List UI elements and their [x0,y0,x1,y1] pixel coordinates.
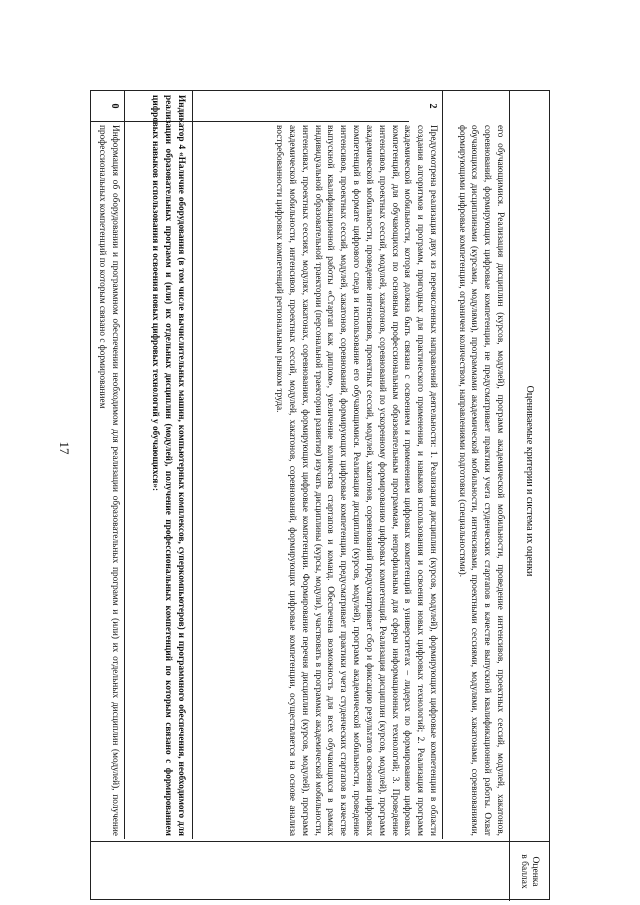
row-score: 0 [109,103,120,109]
row-text: Информация об оборудовании и программном обеспечении необходимом для реализации образовательных программ и (или) их отдельных дисциплин (модулей), получение профессиональных компетенций по которым связано с формированием [97,125,120,836]
page-number: 17 [57,441,72,455]
rotated-page [90,90,550,900]
row-divider [192,91,193,839]
row-text: Предусмотрена реализация двух из перечисленных направлений деятельности: 1. Реализация дисциплин (курсов, модулей), формирующих цифровые компетенции в области создания алгоритмов и программ, пригодных для практического применения, и навыков использования и освоения новых цифровых технологий; 2. Реализация программ академической мобильности, которая должна быть связана с освоением и применением цифровых компетенций в университетах – лидерах по формированию цифровых компетенций, для обучающихся по основным профессиональным образовательным программам, непрофильным для сферы информационных технологий; 3. Проведение интенсивов, проектных сессий, модулей, хакатонов, соревнований по ускоренному формированию цифровых компетенций. Реализация дисциплин (курсов, модулей), программ академической мобильности, проведение интенсивов, проектных сессий, модулей, хакатонов, соревнований предусматривает сбор и фиксацию результатов освоения цифровых компетенций в формате цифрового следа и использование его обучающимися. Реализация дисциплин (курсов, модулей), программ академической мобильности, проведение интенсивов, проектных сессий, модулей, хакатонов, соревнований, формирующих цифровые компетенции, предусматривает практики учета студенческих стартапов в качестве выпускной квалификационной работы «Стартап как диплом», увеличение количества стартапов и команд. Обеспечена возможность для всех обучающихся в рамках индивидуальной образовательной траектории (персональной траектории развития) изучать дисциплины (курсы, модули), участвовать в программах академической мобильности, интенсивах, проектных сессиях, модулях, хакатонах, соревнованиях, формирующих цифровые компетенции. Формирование перечня дисциплин (курсов, модулей), программ академической мобильности, интенсивов, проектных сессий, модулей, хакатонов, соревнований, формирующих цифровые компетенции, осуществляется на основе анализа востребованности цифровых компетенций региональным рынком труда. [274,125,438,836]
row-divider [124,91,125,839]
criteria-table [90,90,550,900]
score-header [509,841,549,901]
score-header-line1: Оценка [529,856,540,887]
indicator-heading: Индикатор 4 «Наличие оборудования (в том числе вычислительных машин, компьютерных комплексов, суперкомпьютеров) и программного обеспечения, необходимого для реализации образовательных программ и (или) их отдельных дисциплин (модулей), получение профессиональных компетенций по которым связано с формированием цифровых навыков использования и освоения новых цифровых технологий у обучающихся»: [150,95,186,836]
row-divider [442,91,443,839]
score-header-line2: в баллах [519,854,529,889]
row-continuation-text: его обучающимися. Реализация дисциплин (курсов, модулей), программ академической мобильности, проведение интенсивов, проектных сессий, модулей, хакатонов, соревнований, формирующих цифровые компетенции, не предусматривает практики учета студенческих стартапов в качестве выпускной квалификационной работы. Охват обучающихся дисциплинами (курсами, модулями), программами академической мобильности, интенсивами, проектными сессиями, модулями, хакатонами, соревнованиями, формирующими цифровые компетенции, ограничен количеством, направлениями подготовки (специальностями). [456,125,505,836]
score-column-divider [91,841,509,842]
table-header [509,91,549,901]
row-score: 2 [427,103,438,109]
number-column-divider-top [91,121,409,122]
criteria-header: Оцениваемые критерии и система их оценки [523,385,535,577]
